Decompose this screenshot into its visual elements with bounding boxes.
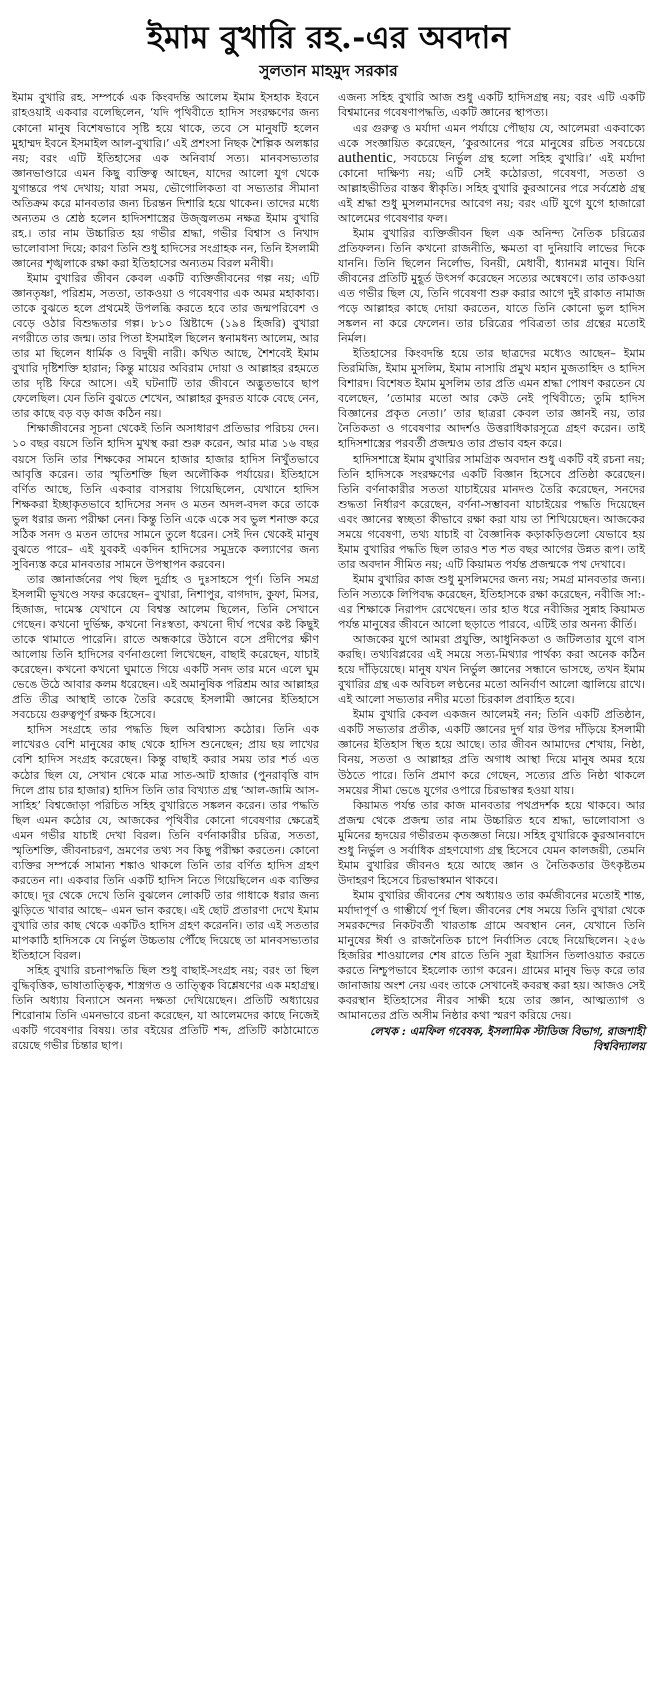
paragraph: এজন্য সহিহ বুখারি আজ শুধু একটি হাদিসগ্রন্থ নয়; বরং এটি একটি বিশ্বমানের গবেষণাপদ্ধতি, একটি জ্ঞানের স্থাপত্য। — [338, 91, 645, 120]
page-title: ইমাম বুখারি রহ.-এর অবদান — [147, 20, 510, 56]
paragraph: ইমাম বুখারির জীবনের শেষ অধ্যায়ও তার কর্মজীবনের মতোই শান্ত, মর্যাদাপূর্ণ ও গাম্ভীর্যে পূর্ণ ছিল। জীবনের শেষ সময়ে তিনি বুখারা থেকে সমরকন্দের নিকটবর্তী খারতাঙ্ক গ্রামে অবস্থান নেন, যেখানে তিনি মানুষের ঈর্ষা ও রাজনৈতিক চাপে নির্বাসিত বেছে নিয়েছিলেন। ২৫৬ হিজরির শাওয়ালের শেষ রাতে তিনি সুরা ইয়াসিন তিলাওয়াত করতে করতে নিশ্চুপভাবে ইহলোক ত্যাগ করেন। গ্রামের মানুষ ভিড় করে তার জানাজায় অংশ নেয় এবং তাকে সেখানেই কবরস্থ করা হয়। আজও সেই কবরস্থান ইতিহাসের নীরব সাক্ষী হয়ে তার জ্ঞান, আত্মত্যাগ ও আমানতের প্রতি অসীম নিষ্ঠার কথা স্মরণ করিয়ে দেয়। — [338, 888, 645, 1023]
author-credit — [338, 1024, 645, 1054]
paragraph: সহিহ বুখারি রচনাপদ্ধতি ছিল শুধু বাছাই-সংগ্রহ নয়; বরং তা ছিল বুদ্ধিবৃত্তিক, ভাষাতাত্ত্বিক, শাস্ত্রগত ও তাত্ত্বিক বিশ্লেষণের এক মহাগ্রন্থ। তিনি অধ্যায় বিন্যাসে অনন্য দক্ষতা দেখিয়েছেন। প্রতিটি অধ্যায়ের শিরোনাম তিনি এমনভাবে রচনা করেছেন, যা আলেমদের কাছে নিজেই একটি গবেষণার বিষয়। তার বইয়ের প্রতিটি শব্দ, প্রতিটি কাঠামোতে রয়েছে গভীর চিন্তার ছাপ। — [12, 964, 319, 1053]
column-left — [12, 90, 323, 1053]
article-body — [12, 90, 645, 1054]
paragraph: ইমাম বুখারি কেবল একজন আলেমই নন; তিনি একটি প্রতিষ্ঠান, একটি সভ্যতার প্রতীক, একটি জ্ঞানের দুর্গ যার উপর দাঁড়িয়ে ইসলামী জ্ঞানের ইতিহাস স্থিত হয়ে আছে। তার জীবন আমাদের শেখায়, নিষ্ঠা, বিনয়, সততা ও আল্লাহর প্রতি অগাধ আস্থা দিয়ে মানুষ অমর হয়ে উঠতে পারে। তিনি প্রমাণ করে গেছেন, সত্যের প্রতি নিষ্ঠা থাকলে সময়ের সীমা ভেঙে যুগের ওপারে চিরভাস্বর হওয়া যায়। — [338, 708, 645, 797]
author-credit-text: এমফিল গবেষক, ইসলামিক স্টাডিজ বিভাগ, রাজশাহী বিশ্ববিদ্যালয় — [409, 1025, 645, 1054]
author-credit-label: লেখক : — [370, 1025, 406, 1039]
paragraph: ইমাম বুখারির ব্যক্তিজীবন ছিল এক অনিন্দ্য নৈতিক চরিত্রের প্রতিফলন। তিনি কখনো রাজনীতি, ক্ষমতা বা দুনিয়াবি লাভের দিকে যাননি। তিনি ছিলেন নির্লোভ, বিনয়ী, মেধাবী, ধ্যানমগ্ন মানুষ। যিনি জীবনের প্রতিটি মুহূর্ত উৎসর্গ করেছেন সত্যের অন্বেষণে। তার তাকওয়া এত গভীর ছিল যে, তিনি গবেষণা শুরু করার আগে দুই রাকাত নামাজ পড়ে আল্লাহর কাছে দোয়া করতেন, যাতে তিনি কোনো ভুল হাদিস সঙ্কলন না করে ফেলেন। তার চরিত্রের পবিত্রতা তার গ্রন্থের মতোই নির্মল। — [338, 226, 645, 346]
column-right — [334, 90, 645, 1054]
paragraph: ইমাম বুখারির কাজ শুধু মুসলিমদের জন্য নয়; সমগ্র মানবতার জন্য। তিনি সত্যকে লিপিবদ্ধ করেছেন, ইতিহাসকে রক্ষা করেছেন, নবীজি সা:-এর শিক্ষাকে নিরাপদ রেখেছেন। তার হাত ধরে নবীজির সুন্নাহ কিয়ামত পর্যন্ত মানুষের জীবনে আলো ছড়াতে পারবে, এটিই তার অনন্য কীর্তি। — [338, 572, 645, 632]
paragraph: ইমাম বুখারি রহ. সম্পর্কে এক কিংবদন্তি আলেম ইমাম ইসহাক ইবনে রাহওয়াই একবার বলেছিলেন, ‘যদি পৃথিবীতে হাদিস সংরক্ষণের জন্য কোনো মানুষ বিশেষভাবে সৃষ্টি হয়ে থাকে, তবে সে মানুষটি হলেন মুহাম্মদ ইবনে ইসমাইল আল-বুখারি।’ এই প্রশংসা নিছক শৈল্পিক অলঙ্কার নয়; বরং এটি ইতিহাসের এক অনিবার্য সত্য। মানবসভ্যতার জ্ঞানভাণ্ডারে এমন কিছু ব্যক্তিত্ব আছেন, যাদের আলো যুগ থেকে যুগান্তরে পথ দেখায়; যারা সময়, ভৌগোলিকতা বা সভ্যতার সীমানা অতিক্রম করে মানবতার জন্য চিরন্তন দিশারি হয়ে থাকেন। তাদের মধ্যে অন্যতম ও শ্রেষ্ঠ হলেন হাদিসশাস্ত্রের উজ্জ্বলতম নক্ষত্র ইমাম বুখারি রহ.। তার নাম উচ্চারিত হয় গভীর শ্রদ্ধা, গভীর বিশ্বাস ও নিখাদ ভালোবাসা দিয়ে; কারণ তিনি শুধু হাদিসের সংগ্রাহক নন, তিনি ইসলামী জ্ঞানের শৃঙ্খলাকে রক্ষা করা ইতিহাসের অন্যতম বিরল মনীষী। — [12, 91, 320, 270]
masthead — [12, 20, 645, 80]
paragraph: হাদিসশাস্ত্রে ইমাম বুখারির সামগ্রিক অবদান শুধু একটি বই রচনা নয়; তিনি হাদিসকে সংরক্ষণের একটি বিজ্ঞান হিসেবে প্রতিষ্ঠা করেছেন। তিনি বর্ণনাকারীর সততা যাচাইয়ের মানদণ্ড তৈরি করেছেন, সনদের শুদ্ধতা নির্ধারণ করেছেন, বর্ণনা-সম্ভাবনা যাচাইয়ের পদ্ধতি দিয়েছেন এবং জ্ঞানের স্বচ্ছতা কীভাবে রক্ষা করা যায় তা শিখিয়েছেন। আজকের সময়ে গবেষণা, তথ্য যাচাই বা বৈজ্ঞানিক কড়াকড়িগুলো যেভাবে হয় ইমাম বুখারির পদ্ধতি ছিল তারও শত শত বছর আগের উন্নত রূপ। তাই তার অবদান সীমিত নয়; এটি কিয়ামত পর্যন্ত প্রজন্মকে পথ দেখাবে। — [338, 452, 645, 571]
paragraph: হাদিস সংগ্রহে তার পদ্ধতি ছিল অবিশ্বাস্য কঠোর। তিনি এক লাখেরও বেশি মানুষের কাছ থেকে হাদিস শুনেছেন; প্রায় ছয় লাখের বেশি হাদিস সংগ্রহ করেছেন। কিন্তু বাছাই করার সময় তার শর্ত এত কঠোর ছিল যে, সেখান থেকে মাত্র সাত-আট হাজার (পুনরাবৃত্তি বাদ দিলে প্রায় চার হাজার) হাদিস তিনি তার বিখ্যাত গ্রন্থ ‘আল-জামি আস-সাহিহ’ বিশ্বজোড়া পরিচিত সহিহ বুখারিতে সঙ্কলন করেন। তার পদ্ধতি ছিল এমন কঠোর যে, আজকের পৃথিবীর কোনো গবেষণার ক্ষেত্রেই এমন গভীর যাচাই দেখা বিরল। তিনি বর্ণনাকারীর চরিত্র, সততা, স্মৃতিশক্তি, জীবনাচরণ, ভ্রমণের তথ্য সব কিছু পরীক্ষা করতেন। কোনো ব্যক্তির সম্পর্কে সামান্য শঙ্কাও থাকলে তিনি তার বর্ণিত হাদিস গ্রহণ করতেন না। একবার তিনি একটি হাদিস নিতে গিয়েছিলেন এক ব্যক্তির কাছে। দূর থেকে দেখে তিনি বুঝলেন লোকটি তার গাধাকে ধরার জন্য ঝুড়িতে খাবার আছে– এমন ভান করছে। এই ছোট প্রতারণা দেখে ইমাম বুখারি তার কাছ থেকে একটিও হাদিস গ্রহণ করেননি। তার এই সততার মাপকাঠি হাদিসকে যে নির্ভুল উচ্চতায় পৌঁছে দিয়েছে তা মানবসভ্যতার ইতিহাসে বিরল। — [12, 723, 319, 963]
paragraph: ইমাম বুখারির জীবন কেবল একটি ব্যক্তিজীবনের গল্প নয়; এটি জ্ঞানতৃষ্ণা, পরিশ্রম, সততা, তাকওয়া ও গবেষণার এক অমর মহাকাব্য। তাকে বুঝতে হলে প্রথমেই উপলব্ধি করতে হবে তার জন্মপরিবেশ ও বেড়ে ওঠার বিশুদ্ধতার গল্প। ৮১০ খ্রিষ্টাব্দে (১৯৪ হিজরি) বুখারা নগরীতে তার জন্ম। তার পিতা ইসমাইল ছিলেন স্বনামধন্য আলেম, আর তার মা ছিলেন ধার্মিক ও বিদুষী নারী। কথিত আছে, শৈশবেই ইমাম বুখারি দৃষ্টিশক্তি হারান; কিন্তু মায়ের অবিরাম দোয়া ও আল্লাহর রহমতে তার দৃষ্টি ফিরে আসে। এই ঘটনাটি তার জীবনে অদ্ভুতভাবে ছাপ ফেলেছিল। যেন তিনি বুঝতে শেখেন, আল্লাহর কুদরত যাকে বেছে নেন, তার কাছে বড় বড় কাজ কঠিন নয়। — [12, 271, 319, 421]
paragraph: তার জ্ঞানার্জনের পথ ছিল দুর্গ্রাহ ও দুঃসাহসে পূর্ণ। তিনি সমগ্র ইসলামী ভূখণ্ডে সফর করেছেন– বুখারা, নিশাপুর, বাগদাদ, কুফা, মিসর, হিজাজ, দামেস্ক যেখানে যে বিশ্বস্ত আলেম ছিলেন, তিনি সেখানে গেছেন। কখনো দুর্ভিক্ষ, কখনো নিঃস্বতা, কখনো দীর্ঘ পথের কষ্ট কিছুই তাকে থামাতে পারেনি। রাতে অন্ধকারে উঠানে বসে প্রদীপের ক্ষীণ আলোয় তিনি হাদিসের বর্ণনাগুলো লিখেছেন, বাছাই করেছেন, যাচাই করেছেন। কখনো কখনো ঘুমাতে গিয়ে একটি সনদ তার মনে এলে ঘুম ভেঙে উঠে আবার কলম ধরেছেন। এই অমানুষিক পরিশ্রম আর আল্লাহর প্রতি তীব্র আস্থাই তাকে তৈরি করেছে ইসলামী জ্ঞানের ইতিহাসে সবচেয়ে গুরুত্বপূর্ণ রক্ষক হিসেবে। — [12, 572, 319, 722]
latin-term: authentic — [338, 149, 393, 166]
paragraph: ইতিহাসের কিংবদন্তি হয়ে তার ছাত্রদের মধ্যেও আছেন– ইমাম তিরমিজি, ইমাম মুসলিম, ইমাম নাসায়ি প্রমুখ মহান মুজতাহিদ ও হাদিস বিশারদ। বিশেষত ইমাম মুসলিম তার প্রতি এমন শ্রদ্ধা পোষণ করতেন যে বলেছেন, ‘তোমার মতো আর কেউ নেই পৃথিবীতে; তুমি হাদিস বিজ্ঞানের প্রকৃত নেতা।’ তার ছাত্ররা কেবল তার জ্ঞানই নয়, তার নৈতিকতা ও গবেষণার আদর্শও উত্তরাধিকারসূত্রে গ্রহণ করেন। তাই হাদিসশাস্ত্রের পরবর্তী প্রজন্মও তার প্রভাব বহন করে। — [338, 347, 645, 451]
paragraph: কিয়ামত পর্যন্ত তার কাজ মানবতার পথপ্রদর্শক হয়ে থাকবে। আর প্রজন্ম থেকে প্রজন্ম তার নাম উচ্চারিত হবে শ্রদ্ধা, ভালোবাসা ও মুমিনের হৃদয়ের গভীরতম কৃতজ্ঞতা নিয়ে। সহিহ বুখারিকে কুরআনবাদে শুধু নির্ভুল ও সর্বাধিক গ্রহণযোগ্য গ্রন্থ হিসেবে যেমন কালজয়ী, তেমনি ইমাম বুখারির জীবনও হয়ে আছে জ্ঞান ও নৈতিকতার উৎকৃষ্টতম উদাহরণ হিসেবে চিরভাস্বমান থাকবে। — [338, 798, 645, 887]
paragraph: এর গুরুত্ব ও মর্যাদা এমন পর্যায়ে পৌছায় যে, আলেমরা একবাক্যে একে সংজ্ঞায়িত করেছেন, ‘কুরআনের পরে মানুষের রচিত সবচেয়ে authentic, সবচেয়ে নির্ভুল গ্রন্থ হলো সহিহ বুখারি।’ এই মর্যাদা কোনো দাক্ষিণ্য নয়; এটি সেই কঠোরতা, গবেষণা, সততা ও আল্লাহভীতির বাস্তব স্বীকৃতি। সহিহ বুখারি কুরআনের পরে সর্বশ্রেষ্ঠ গ্রন্থ এই শ্রদ্ধা শুধু মুসলমানদের আবেগ নয়; বরং এটি যুগে যুগে হাজারো আলেমের গবেষণার ফল। — [338, 121, 645, 225]
paragraph: আজকের যুগে আমরা প্রযুক্তি, আধুনিকতা ও জটিলতার যুগে বাস করছি। তথ্যবিপ্লবের এই সময়ে সত্য-মিথ্যার পার্থক্য করা অনেক কঠিন হয়ে দাঁড়িয়েছে। মানুষ যখন নির্ভুল জ্ঞানের সন্ধানে ভাসছে, তখন ইমাম বুখারির গ্রন্থ এক অবিচল লণ্ঠনের মতো অনির্বাণ আলো জ্বালিয়ে রাখে। এই আলো সভ্যতার নদীর মতো চিরকাল প্রবাহিত হবে। — [338, 633, 645, 707]
paragraph: শিক্ষাজীবনের সূচনা থেকেই তিনি অসাধারণ প্রতিভার পরিচয় দেন। ১০ বছর বয়সে তিনি হাদিস মুখস্থ করা শুরু করেন, আর মাত্র ১৬ বছর বয়সে তিনি তার শিক্ষকের সামনে হাজার হাজার হাদিস নিখুঁতভাবে আবৃত্তি করেন। তার স্মৃতিশক্তি ছিল অলৌকিক পর্যায়ের। ইতিহাসে বর্ণিত আছে, তিনি একবার বাসরায় গিয়েছিলেন, যেখানে হাদিস শিক্ষকরা ইচ্ছাকৃতভাবে হাদিসের সনদ ও মতন অদল-বদল করে তাকে ভুল ধরার জন্য পরীক্ষা নেন। কিন্তু তিনি একে একে সব ভুল শনাক্ত করে সঠিক সনদ ও মতন তাদের সামনে তুলে ধরেন। সেই দিন থেকেই মানুষ বুঝতে পারে– এই যুবকই একদিন হাদিসের সমুদ্রকে কল্যাণের জন্য সুবিন্যস্ত করে মানবতার সামনে উপস্থাপন করবেন। — [12, 422, 319, 571]
byline: সুলতান মাহমুদ সরকার — [259, 60, 398, 80]
